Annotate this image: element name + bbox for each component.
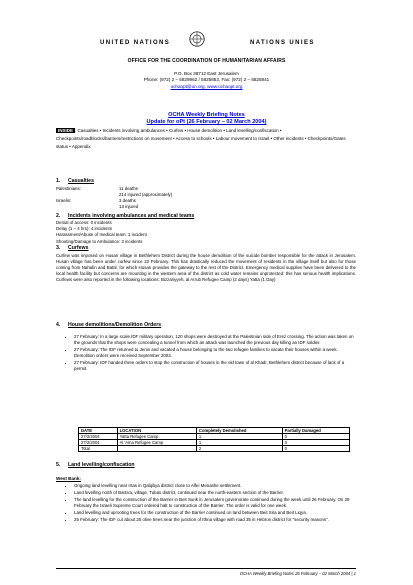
table-row: 27/2/2004 Al 'Ama Refugee Camp 1 0 (79, 440, 350, 446)
curfews-paragraph: Curfew was imposed on Husan village in Bethlehem District during the house demolition of the suicide bomber responsible for the attack in Jerusalem. Husan village has been under curfew since 22 February. This has drastically reduced the movement of residents in the village itself but also for those coming from Nahalin and Battir, for which Husan provides the gateway to the rest of the District. Emergency medical supplies have been delivered to the local health facility but concerns are mounting in the western area of the district as cold water remains unprotected: this has serious health implications. Curfews were also reported in the following locations: Bizzariyyeh, al Arrub Refugee Camp (2 days) Yatta (1 Day) (56, 253, 356, 282)
phone-fax: Phone: (972) 2 – 5829962 / 5825853, Fax: (972) 2 – 5825841 (143, 77, 270, 83)
land-item: • The land levelling for the construction of the Barrier in Beit Surik in Jerusalem governorate continued during the week until 26 February. On 29 February the Israeli Supreme Court ordered halt to construction of the Barrier. The order is valid for one week. (74, 497, 356, 509)
isr-label: Israelis: (56, 198, 72, 203)
section-land-heading: 5. Land levelling/confiscation (56, 462, 135, 468)
demolition-item: • 27 February: IDF handed three orders to stop the construction of houses in the old town of al Khadr, Bethlehem district because of lack of a permit. (74, 360, 356, 372)
land-item: • Ongoing land levelling near Irtas in Qalqiliya district close to Alfei Menashe settlement. (74, 483, 356, 489)
isr-injured: 13 injured (119, 204, 139, 209)
office-name: OFFICE FOR THE COORDINATION OF HUMANITARIAN AFFAIRS (127, 58, 286, 64)
table-row: Total 2 0 (79, 446, 350, 452)
demolitions-list (66, 334, 356, 373)
pal-injured: 214 injured (approximately) (119, 192, 173, 197)
contact-block (0, 71, 413, 90)
section-ambulances-heading: 2. Incidents involving ambulances and medical teams (56, 213, 195, 219)
land-item: • 25 February: The IDF cut about 25 olive trees near the junction of Ithna village with road 35 in Hebron district for "security reasons". (74, 517, 356, 523)
ambulance-line-1: Denial of access: 0 incidents (56, 220, 112, 225)
pal-deaths: 11 deaths (119, 186, 138, 191)
section-curfews-heading: 3. Curfews (56, 245, 89, 251)
un-name-fr: NATIONS UNIES (250, 40, 315, 46)
west-bank-subheading: West Bank: (56, 476, 81, 481)
un-emblem-icon (188, 30, 206, 48)
land-item: • Land levelling north of Barta'a, village, Tubas district, continued near the north-eastern section of the Barrier. (74, 490, 356, 496)
pal-label: Palestinians: (56, 186, 81, 191)
inside-contents (56, 127, 356, 151)
inside-tag: INSIDE (58, 128, 74, 133)
section-casualties-heading: 1. Casualties (56, 178, 94, 184)
demolition-item: • 27 February: In a large scale IDF military operation, 120 shops were destroyed at the Palestinian side of Erez crossing. The action was taken on the grounds that the shops were concealing a tunnel from which an attack was launched the previous day killing an IDF soldier. (74, 334, 356, 346)
table-header-row: DATE LOCATION Completely Demolished Partially Damaged (79, 428, 350, 434)
report-subtitle: Update for oPt (26 February – 02 March 2004) (146, 119, 267, 125)
demolition-item: • 27 February: The IDF returned to Jenin and vacated a house belonging to the two refugee families to vacate their houses within a week. Demolition orders were received September 2003. (74, 347, 356, 359)
demolitions-table (78, 427, 350, 452)
land-item: • Land levelling and uprooting trees for the construction of the Barrier continued on land between Beit Sira and Beit Liqya. (74, 510, 356, 516)
section-demolitions-heading: 4. House demolitions/Demolition Orders (56, 322, 162, 328)
page-footer: OCHA Weekly Briefing Notes 26 February – 02 March 2004 | 1 (56, 568, 356, 576)
email-website-link[interactable]: ochaopt@un.org, www.ochaopt.org (170, 83, 243, 89)
table-row: 27/2/2004 Yatta Refugee Camp 1 0 (79, 434, 350, 440)
postal-address: P.O. Box 38712 East Jerusalem (174, 71, 239, 76)
report-title: OCHA Weekly Briefing Notes (168, 112, 245, 118)
inside-text: : Casualties • Incidents involving ambulances • Curfew • House demolition • Land levelling/confiscation • Checkpoints/roadblocks/barriers/restrictions on movement • Access to schools • Labour movement to Israel • Other incidents • Checkpoints/Gates status • Appendix (56, 128, 346, 149)
un-name-en: UNITED NATIONS (100, 40, 171, 46)
isr-deaths: 3 deaths (119, 198, 136, 203)
land-list (66, 483, 356, 524)
ambulance-line-4: Shooting/Damage to Ambulance: 3 incidents (56, 238, 143, 244)
ambulance-incidents (56, 220, 356, 245)
ambulance-line-3: Harassment/Abuse of medical team: 1 incident (56, 232, 147, 238)
ambulance-line-2: Delay (1 – 4 hrs): 4 incidents (56, 226, 112, 232)
